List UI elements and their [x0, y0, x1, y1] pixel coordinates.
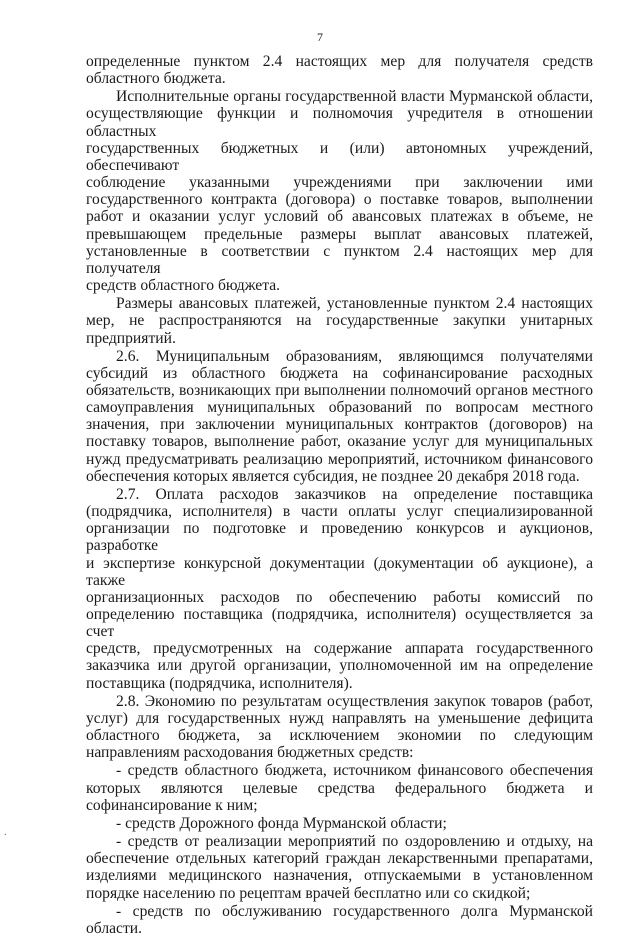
text-line: поставщика (подрядчика, исполнителя). — [86, 674, 353, 692]
paragraph — [86, 88, 593, 294]
text-line: работ и оказании услуг условий об авансовых платежах в объеме, не — [86, 208, 593, 226]
text-line: превышающем предельные размеры выплат авансовых платежей, — [86, 225, 593, 243]
text-line: софинансирование к ним; — [86, 796, 258, 814]
paragraph — [86, 762, 593, 813]
text-line: областного бюджета. — [86, 70, 226, 88]
paragraph — [86, 815, 593, 832]
text-line: средств, предусмотренных на содержание аппарата государственного — [86, 640, 593, 658]
text-line: осуществляющие функции и полномочия учредителя в отношении областных — [86, 105, 593, 140]
text-line: соблюдение указанными учреждениями при заключении ими — [86, 174, 593, 192]
text-line: которых являются целевые средства федерального бюджета и — [86, 779, 593, 797]
text-line: значения, при заключении муниципальных контрактов (договоров) на — [86, 416, 593, 434]
document-body — [86, 53, 593, 938]
text-line: поставку товаров, выполнение работ, оказание услуг для муниципальных — [86, 433, 593, 451]
text-line: средств областного бюджета. — [86, 277, 281, 295]
text-line: определению поставщика (подрядчика, исполнителя) осуществляется за счет — [86, 606, 593, 641]
text-line: нужд предусматривать реализацию мероприятий, источником финансового — [86, 450, 593, 468]
text-line: Размеры авансовых платежей, установленные пунктом 2.4 настоящих — [116, 295, 593, 313]
text-line: порядке населению по рецептам врачей бесплатно или со скидкой; — [86, 884, 531, 902]
text-line: Исполнительные органы государственной власти Мурманской области, — [116, 88, 593, 106]
text-line: обеспечения которых является субсидия, не позднее 20 декабря 2018 года. — [86, 467, 580, 485]
text-line: заказчика или другой организации, уполномоченной им на определение — [86, 657, 593, 675]
paragraph — [86, 295, 593, 346]
text-line: мер, не распространяются на государственные закупки унитарных — [86, 312, 593, 330]
text-line: обеспечение отдельных категорий граждан лекарственными препаратами, — [86, 850, 593, 868]
text-line: изделиями медицинского назначения, отпускаемыми в установленном — [86, 867, 593, 885]
text-line: самоуправления муниципальных образований по вопросам местного — [86, 399, 593, 417]
text-line: областного бюджета, за исключением экономии по следующим — [86, 727, 593, 745]
text-line: - средств Дорожного фонда Мурманской области; — [116, 814, 447, 832]
text-line: организации по подготовке и проведению конкурсов и аукционов, разработке — [86, 520, 593, 555]
text-line: направлениям расходования бюджетных средств: — [86, 744, 414, 762]
text-line: - средств от реализации мероприятий по оздоровлению и отдыху, на — [116, 833, 593, 851]
text-line: обязательств, возникающих при выполнении полномочий органов местного — [86, 381, 593, 399]
text-line: государственных бюджетных и (или) автономных учреждений, обеспечивают — [86, 139, 593, 174]
text-line: государственного контракта (договора) о поставке товаров, выполнении — [86, 191, 593, 209]
text-line: - средств по обслуживанию государственного долга Мурманской — [116, 902, 593, 920]
text-line: установленные в соответствии с пунктом 2.4 настоящих мер для получателя — [86, 242, 593, 277]
paragraph — [86, 53, 593, 87]
paragraph — [86, 833, 593, 902]
text-line: субсидий из областного бюджета на софинансирование расходных — [86, 364, 593, 382]
text-line: организационных расходов по обеспечению работы комиссий по — [86, 588, 593, 606]
page-number: 7 — [317, 30, 323, 44]
margin-mark: . — [4, 826, 7, 838]
text-line: 2.8. Экономию по результатам осуществления закупок товаров (работ, — [116, 692, 593, 710]
text-line: предприятий. — [86, 329, 176, 347]
paragraph — [86, 903, 593, 937]
paragraph — [86, 693, 593, 762]
text-line: 2.7. Оплата расходов заказчиков на определение поставщика — [116, 485, 593, 503]
paragraph — [86, 486, 593, 692]
text-line: услуг) для государственных нужд направлять на уменьшение дефицита — [86, 709, 593, 727]
text-line: 2.6. Муниципальным образованиям, являющимся получателями — [116, 347, 593, 365]
text-line: области. — [86, 919, 143, 937]
text-line: (подрядчика, исполнителя) в части оплаты услуг специализированной — [86, 503, 593, 521]
text-line: и экспертизе конкурсной документации (документации об аукционе), а также — [86, 554, 593, 589]
text-line: - средств областного бюджета, источником финансового обеспечения — [116, 762, 593, 780]
paragraph — [86, 348, 593, 485]
text-line: определенные пунктом 2.4 настоящих мер для получателя средств — [86, 53, 593, 70]
